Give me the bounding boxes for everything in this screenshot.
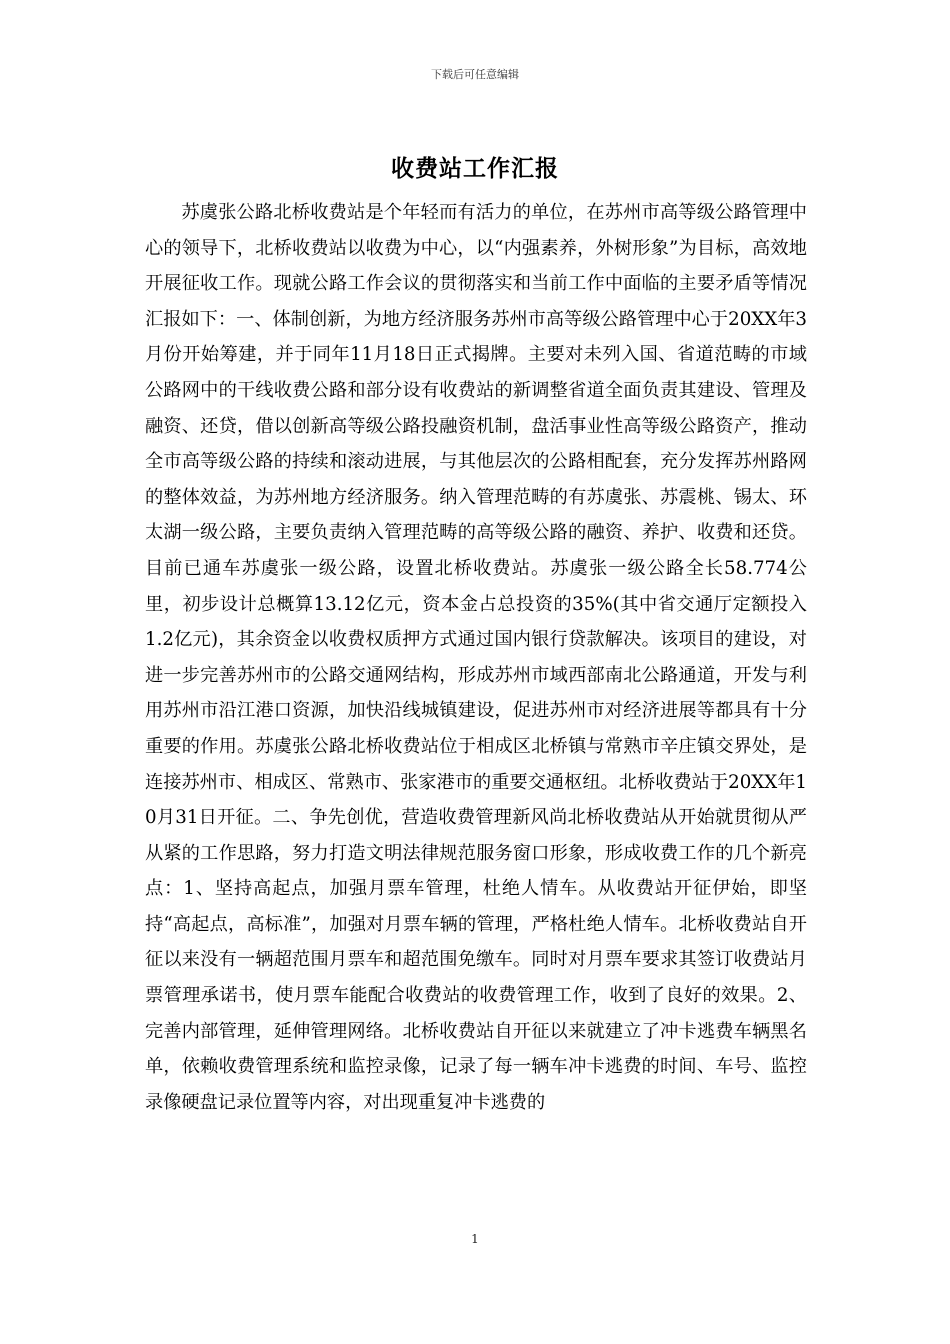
- page-number: 1: [471, 1232, 479, 1246]
- header-note: 下载后可任意编辑: [431, 68, 519, 81]
- document-title: 收费站工作汇报: [391, 156, 559, 182]
- body-paragraph: 苏虞张公路北桥收费站是个年轻而有活力的单位，在苏州市高等级公路管理中心的领导下，北桥收费站以收费为中心，以“内强素养，外树形象”为目标，高效地开展征收工作。现就公路工作会议的贯彻落实和当前工作中面临的主要矛盾等情况汇报如下：一、体制创新，为地方经济服务苏州市高等级公路管理中心于20XX年3月份开始筹建，并于同年11月18日正式揭牌。主要对未列入国、省道范畴的市域公路网中的干线收费公路和部分设有收费站的新调整省道全面负责其建设、管理及融资、还贷，借以创新高等级公路投融资机制，盘活事业性高等级公路资产，推动全市高等级公路的持续和滚动进展，与其他层次的公路相配套，充分发挥苏州路网的整体效益，为苏州地方经济服务。纳入管理范畴的有苏虞张、苏震桃、锡太、环太湖一级公路，主要负责纳入管理范畴的高等级公路的融资、养护、收费和还贷。目前已通车苏虞张一级公路，设置北桥收费站。苏虞张一级公路全长58.774公里，初步设计总概算13.12亿元，资本金占总投资的35%(其中省交通厅定额投入1.2亿元)，其余资金以收费权质押方式通过国内银行贷款解决。该项目的建设，对进一步完善苏州市的公路交通网结构，形成苏州市域西部南北公路通道，开发与利用苏州市沿江港口资源，加快沿线城镇建设，促进苏州市对经济进展等都具有十分重要的作用。苏虞张公路北桥收费站位于相成区北桥镇与常熟市辛庄镇交界处，是连接苏州市、相成区、常熟市、张家港市的重要交通枢纽。北桥收费站于20XX年10月31日开征。二、争先创优，营造收费管理新风尚北桥收费站从开始就贯彻从严从紧的工作思路，努力打造文明法律规范服务窗口形象，形成收费工作的几个新亮点：1、坚持高起点，加强月票车管理，杜绝人情车。从收费站开征伊始，即坚持“高起点，高标准”，加强对月票车辆的管理，严格杜绝人情车。北桥收费站自开征以来没有一辆超范围月票车和超范围免缴车。同时对月票车要求其签订收费站月票管理承诺书，使月票车能配合收费站的收费管理工作，收到了良好的效果。2、完善内部管理，延伸管理网络。北桥收费站自开征以来就建立了冲卡逃费车辆黑名单，依赖收费管理系统和监控录像，记录了每一辆车冲卡逃费的时间、车号、监控录像硬盘记录位置等内容，对出现重复冲卡逃费的: [145, 202, 807, 1113]
